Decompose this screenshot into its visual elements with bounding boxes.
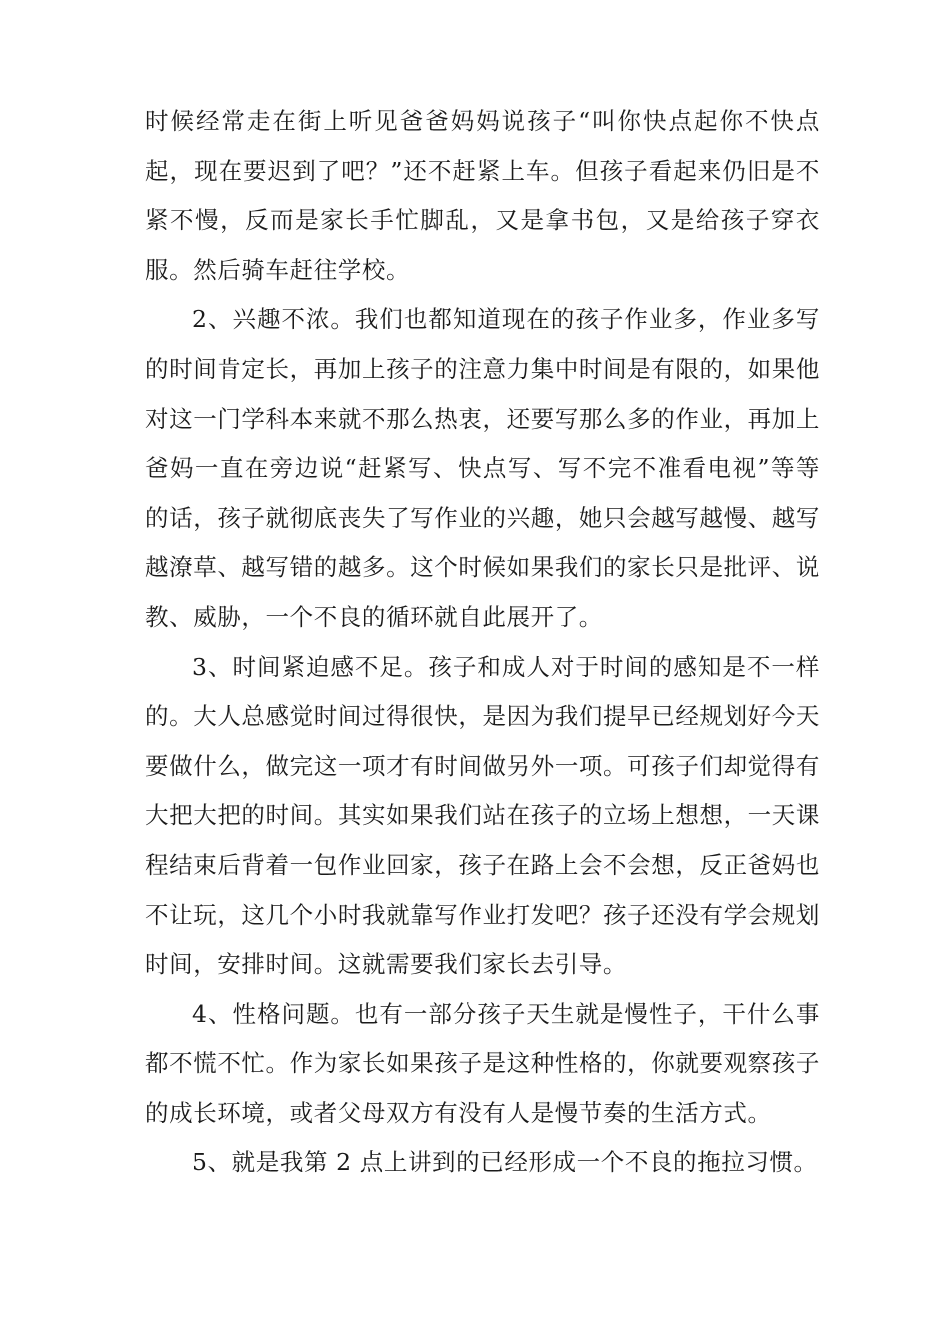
paragraph-point-2: 2、兴趣不浓。我们也都知道现在的孩子作业多，作业多写的时间肯定长，再加上孩子的注意力集中时间是有限的，如果他对这一门学科本来就不那么热衷，还要写那么多的作业，再加上爸妈一直在旁边说“赶紧写、快点写、写不完不准看电视”等等的话，孩子就彻底丧失了写作业的兴趣，她只会越写越慢、越写越潦草、越写错的越多。这个时候如果我们的家长只是批评、说教、威胁，一个不良的循环就自此展开了。 <box>145 305 820 631</box>
document-body <box>145 97 820 1188</box>
paragraph-point-4: 4、性格问题。也有一部分孩子天生就是慢性子，干什么事都不慌不忙。作为家长如果孩子是这种性格的，你就要观察孩子的成长环境，或者父母双方有没有人是慢节奏的生活方式。 <box>145 999 820 1127</box>
paragraph-point-3: 3、时间紧迫感不足。孩子和成人对于时间的感知是不一样的。大人总感觉时间过得很快，是因为我们提早已经规划好今天要做什么，做完这一项才有时间做另外一项。可孩子们却觉得有大把大把的时间。其实如果我们站在孩子的立场上想想，一天课程结束后背着一包作业回家，孩子在路上会不会想，反正爸妈也不让玩，这几个小时我就靠写作业打发吧？孩子还没有学会规划时间，安排时间。这就需要我们家长去引导。 <box>145 652 820 979</box>
paragraph-point-5: 5、就是我第 2 点上讲到的已经形成一个不良的拖拉习惯。 <box>192 1148 818 1177</box>
paragraph-continuation: 时候经常走在街上听见爸爸妈妈说孩子“叫你快点起你不快点起，现在要迟到了吧？”还不赶紧上车。但孩子看起来仍旧是不紧不慢，反而是家长手忙脚乱，又是拿书包，又是给孩子穿衣服。然后骑车赶往学校。 <box>145 107 820 284</box>
